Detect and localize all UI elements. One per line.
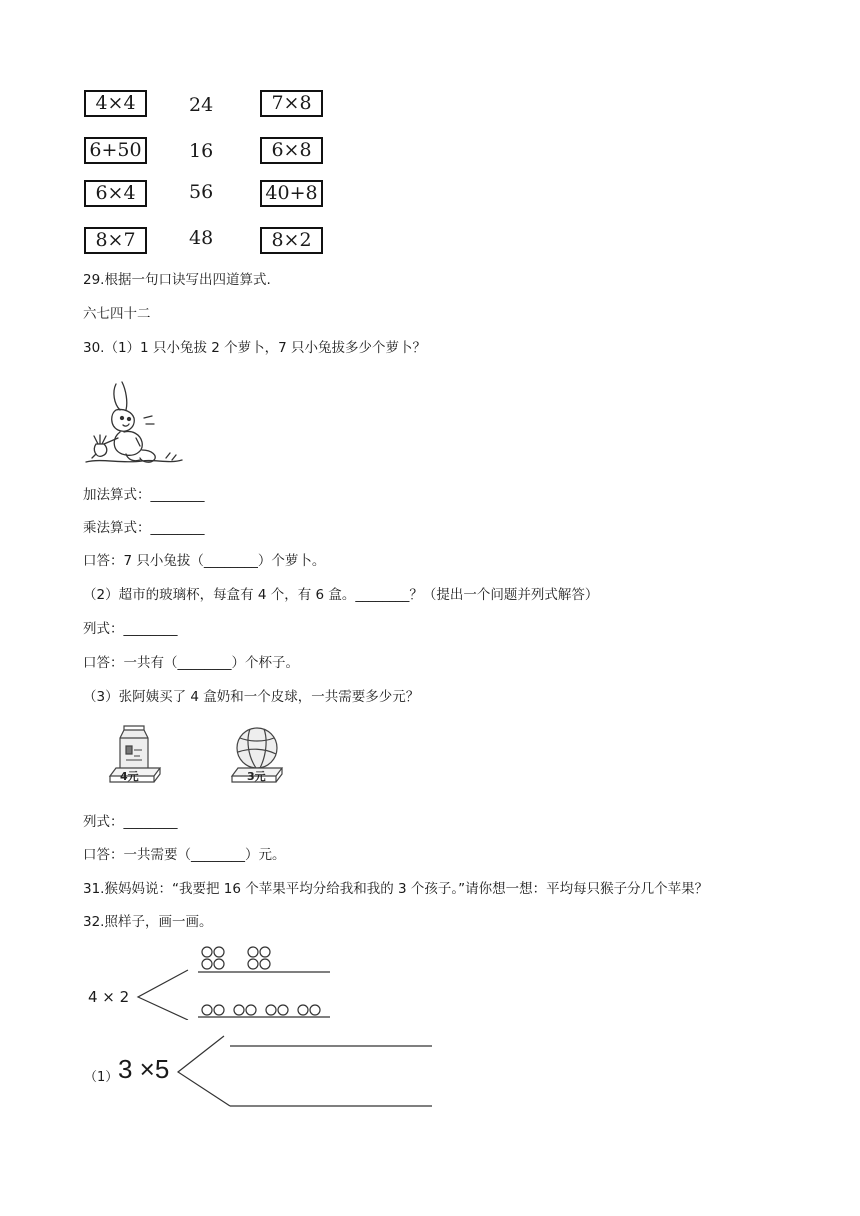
match-left-box-2: 6+50 (84, 137, 147, 164)
rabbit-pulling-radish-image (82, 378, 184, 466)
q30-addition-line: 加法算式：________ (83, 487, 205, 503)
milk-price-label: 4元 (120, 770, 139, 783)
q30-part1-prompt: 30.（1）1 只小兔拔 2 个萝卜，7 只小兔拔多少个萝卜？ (83, 340, 426, 356)
match-right-box-4: 8×2 (260, 227, 323, 254)
q30-answer3-line: 口答：一共需要（________）元。 (83, 847, 286, 863)
ball-image (228, 724, 286, 788)
match-right-box-2: 6×8 (260, 137, 323, 164)
ball-price-label: 3元 (247, 770, 266, 783)
match-middle-number-3: 56 (189, 181, 214, 203)
q32-prompt: 32.照样子，画一画。 (83, 914, 213, 930)
q32-item1-answer-lines[interactable] (174, 1034, 436, 1110)
match-left-box-3: 6×4 (84, 180, 147, 207)
q30-formula2-line: 列式：________ (83, 621, 178, 637)
q31-prompt: 31.猴妈妈说：“我要把 16 个苹果平均分给我和我的 3 个孩子。”请你想一想：平均每只猴子分几个苹果？ (83, 881, 709, 897)
q30-answer1-line: 口答：7 只小兔拔（________）个萝卜。 (83, 553, 326, 569)
q29-prompt: 29.根据一句口诀写出四道算式. (83, 272, 271, 288)
q30-answer2-line: 口答：一共有（________）个杯子。 (83, 655, 299, 671)
q30-part3-prompt: （3）张阿姨买了 4 盒奶和一个皮球，一共需要多少元？ (83, 689, 420, 705)
milk-box-image (106, 724, 164, 788)
match-middle-number-2: 16 (189, 140, 214, 162)
match-middle-number-4: 48 (189, 227, 214, 249)
match-right-box-3: 40+8 (260, 180, 323, 207)
q30-part2-prompt: （2）超市的玻璃杯，每盒有 4 个，有 6 盒。________？（提出一个问题并列式解答） (83, 587, 599, 603)
match-left-box-4: 8×7 (84, 227, 147, 254)
q32-item1-expression: 3 ×5 (118, 1054, 170, 1084)
q29-rhyme: 六七四十二 (83, 306, 151, 322)
q32-example-diagram (130, 940, 340, 1020)
q32-example-expression: 4 × 2 (88, 988, 130, 1006)
q30-formula3-line: 列式：________ (83, 814, 178, 830)
match-middle-number-1: 24 (189, 94, 214, 116)
match-left-box-1: 4×4 (84, 90, 147, 117)
match-right-box-1: 7×8 (260, 90, 323, 117)
q32-item1-label: （1） (84, 1070, 119, 1085)
q30-multiplication-line: 乘法算式：________ (83, 520, 205, 536)
